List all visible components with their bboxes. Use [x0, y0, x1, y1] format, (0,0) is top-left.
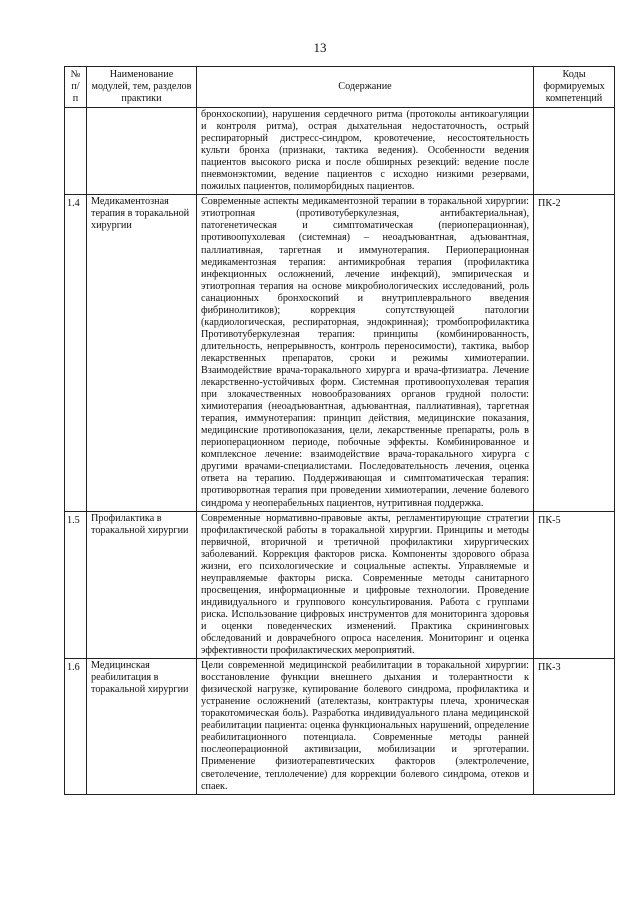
page-number: 13: [313, 40, 327, 55]
row-name: Медицинская реабилитация в торакальной хирургии: [87, 659, 197, 795]
row-code: [534, 108, 615, 195]
curriculum-table: [64, 66, 615, 795]
table-row: [65, 511, 615, 659]
row-content: Современные аспекты медикаментозной терапии в торакальной хирургии: этиотропная (противотуберкулезная, антибактериальная), патогенетическая и симптоматическая (периоперационная), противоопухолевая (системная) – неоадъювантная, адъювантная, паллиативная, таргетная и иммунотерапия. Периоперационная медикаментозная терапия: антимикробная терапия (профилактика инфекционных осложнений, лечение инфекций), эмпирическая и этиотропная терапия на основе микробиологических исследований, роль санационных бронхоскопий и внутриплеврального введения фибринолитиков); коррекция сопутствующей патологии (кардиологическая, респираторная, эндокринная); тромбопрофилактика Противотуберкулезная терапия: принципы (комбинированность, длительность, непрерывность, контроль переносимости), тактика, выбор лекарственных препаратов, сроки и режимы химиотерапии. Взаимодействие врача-торакального хирурга и врача-фтизиатра. Лечение лекарственно-устойчивых форм. Системная противоопухолевая терапия при злокачественных новообразованиях органов грудной полости: химиотерапия (неоадъювантная, адъювантная, паллиативная), таргетная терапия, иммунотерапия: принцип действия, медицинские показания, медицинские противопоказания, цели, лекарственные препараты, роль в периоперационном периоде, побочные эффекты. Комбинированное и комплексное лечение: взаимодействие врача-торакального хирурга с другими врачами-специалистами. Последовательность лечения, оценка ответа на терапию. Поддерживающая и симптоматическая терапия: противорвотная терапия при проведении химиотерапии, лечение болевого синдрома у неоперабельных пациентов, нутритивная поддержка.: [197, 195, 534, 511]
row-num: 1.6: [65, 659, 87, 795]
table-row: [65, 108, 615, 195]
table-row: [65, 195, 615, 511]
table-header-row: [65, 67, 615, 108]
row-code: ПК-2: [534, 195, 615, 511]
header-num: № п/п: [65, 67, 87, 108]
row-name: Профилактика в торакальной хирургии: [87, 511, 197, 659]
table-row: [65, 659, 615, 795]
row-num: [65, 108, 87, 195]
row-content: Цели современной медицинской реабилитации в торакальной хирургии: восстановление функции внешнего дыхания и толерантности к физической нагрузке, купирование болевого синдрома, профилактика и устранение осложнений (ателектазы, контрактуры плеча, хроническая торакотомическая боль). Разработка индивидуального плана медицинской реабилитации пациента: оценка функциональных нарушений, определение реабилитационного потенциала. Современные методы ранней послеоперационной активизации, мобилизации и эрготерапии. Применение физиотерапевтических факторов (электролечение, светолечение, теплолечение) для коррекции болевого синдрома, отеков и спаек.: [197, 659, 534, 795]
row-name: Медикаментозная терапия в торакальной хирургии: [87, 195, 197, 511]
row-code: ПК-3: [534, 659, 615, 795]
header-codes: Коды формируемых компетенций: [534, 67, 615, 108]
header-name: Наименование модулей, тем, разделов практики: [87, 67, 197, 108]
row-num: 1.5: [65, 511, 87, 659]
row-code: ПК-5: [534, 511, 615, 659]
row-num: 1.4: [65, 195, 87, 511]
row-content: Современные нормативно-правовые акты, регламентирующие стратегии профилактической работы в торакальной хирургии. Принципы и методы первичной, вторичной и третичной профилактики хирургических заболеваний. Коррекция факторов риска. Компоненты здорового образа жизни, его психологические и социальные аспекты. Управляемые и неуправляемые факторы риска. Современные методы санитарного просвещения, информационные и цифровые технологии. Проведение индивидуального и группового консультирования. Работа с группами риска. Использование цифровых инструментов для мониторинга здоровья и оценки поведенческих изменений. Практика скрининговых обследований и доврачебного опроса населения. Мониторинг и оценка эффективности профилактических мероприятий.: [197, 511, 534, 659]
row-content: бронхоскопии), нарушения сердечного ритма (протоколы антикоагуляции и контроля ритма), острая дыхательная недостаточность, острый респираторный дистресс-синдром, кровотечение, несостоятельность культи бронха (признаки, тактика ведения). Особенности ведения пациентов высокого риска и после обширных резекций: ведение после пневмонэктомии, ведение пациентов с исходно низкими резервами, пожилых пациентов, полиморбидных пациентов.: [197, 108, 534, 195]
row-name: [87, 108, 197, 195]
header-content: Содержание: [197, 67, 534, 108]
